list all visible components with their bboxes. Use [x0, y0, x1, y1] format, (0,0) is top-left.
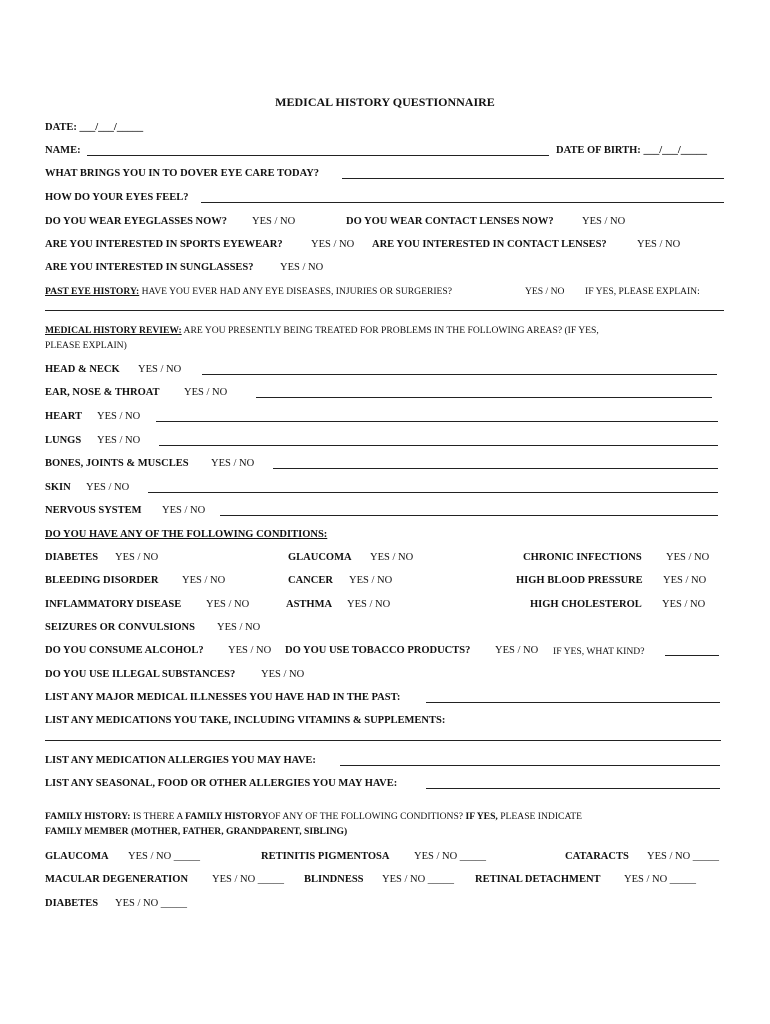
contacts-interest-yes-no[interactable]: YES / NO	[637, 239, 681, 250]
medical-review-question-cont: PLEASE EXPLAIN)	[45, 340, 127, 351]
illnesses-field[interactable]	[426, 702, 720, 703]
reason-label: WHAT BRINGS YOU IN TO DOVER EYE CARE TODAY?	[45, 168, 320, 179]
sports-eyewear-label: ARE YOU INTERESTED IN SPORTS EYEWEAR?	[45, 239, 283, 250]
medications-label: LIST ANY MEDICATIONS YOU TAKE, INCLUDING VITAMINS & SUPPLEMENTS:	[45, 715, 446, 726]
medical-review-row	[45, 324, 599, 338]
review-area-yes-no[interactable]: YES / NO	[86, 482, 130, 493]
sunglasses-label: ARE YOU INTERESTED IN SUNGLASSES?	[45, 262, 254, 273]
alcohol-yes-no[interactable]: YES / NO	[228, 645, 272, 656]
review-area-explain-field[interactable]	[273, 468, 718, 469]
eyeglasses-yes-no[interactable]: YES / NO	[252, 216, 296, 227]
dob-field[interactable]: ___/___/_____	[643, 145, 708, 156]
review-area-label: SKIN	[45, 482, 71, 493]
tobacco-yes-no[interactable]: YES / NO	[495, 645, 539, 656]
past-eye-history-question: HAVE YOU EVER HAD ANY EYE DISEASES, INJURIES OR SURGERIES?	[141, 286, 453, 297]
family-condition-label: MACULAR DEGENERATION	[45, 874, 189, 885]
illnesses-label: LIST ANY MAJOR MEDICAL ILLNESSES YOU HAVE HAD IN THE PAST:	[45, 692, 401, 703]
family-history-row	[45, 810, 582, 824]
conditions-heading: DO YOU HAVE ANY OF THE FOLLOWING CONDITIONS:	[45, 529, 328, 540]
contacts-now-yes-no[interactable]: YES / NO	[582, 216, 626, 227]
tobacco-kind-label: IF YES, WHAT KIND?	[553, 646, 645, 657]
name-field[interactable]	[87, 155, 549, 156]
family-condition-label: RETINITIS PIGMENTOSA	[261, 851, 390, 862]
family-condition-answer[interactable]: YES / NO _____	[382, 874, 455, 885]
contacts-now-label: DO YOU WEAR CONTACT LENSES NOW?	[346, 216, 554, 227]
condition-yes-no[interactable]: YES / NO	[115, 552, 159, 563]
family-condition-answer[interactable]: YES / NO _____	[647, 851, 720, 862]
family-condition-answer[interactable]: YES / NO _____	[212, 874, 285, 885]
reason-field[interactable]	[342, 178, 724, 179]
family-history-emphasis: FAMILY HISTORY	[185, 811, 269, 822]
review-area-explain-field[interactable]	[156, 421, 718, 422]
other-allergies-label: LIST ANY SEASONAL, FOOD OR OTHER ALLERGIES YOU MAY HAVE:	[45, 778, 398, 789]
review-area-explain-field[interactable]	[159, 445, 718, 446]
review-area-yes-no[interactable]: YES / NO	[211, 458, 255, 469]
date-field[interactable]: ___/___/_____	[79, 122, 144, 133]
medical-review-label: MEDICAL HISTORY REVIEW:	[45, 325, 182, 336]
family-history-label: FAMILY HISTORY:	[45, 811, 131, 822]
page-title: MEDICAL HISTORY QUESTIONNAIRE	[275, 95, 495, 109]
eyeglasses-label: DO YOU WEAR EYEGLASSES NOW?	[45, 216, 228, 227]
family-condition-label: RETINAL DETACHMENT	[475, 874, 601, 885]
family-condition-answer[interactable]: YES / NO _____	[624, 874, 697, 885]
condition-yes-no[interactable]: YES / NO	[663, 575, 707, 586]
family-if-yes: IF YES,	[465, 811, 498, 822]
condition-yes-no[interactable]: YES / NO	[662, 599, 706, 610]
condition-label: HIGH BLOOD PRESSURE	[516, 575, 643, 586]
family-condition-answer[interactable]: YES / NO _____	[414, 851, 487, 862]
past-eye-history-label: PAST EYE HISTORY:	[45, 286, 140, 297]
review-area-label: HEAD & NECK	[45, 364, 120, 375]
family-condition-label: BLINDNESS	[304, 874, 364, 885]
past-eye-yes-no[interactable]: YES / NO	[525, 286, 565, 297]
review-area-label: EAR, NOSE & THROAT	[45, 387, 160, 398]
tobacco-label: DO YOU USE TOBACCO PRODUCTS?	[285, 645, 471, 656]
family-condition-answer[interactable]: YES / NO _____	[128, 851, 201, 862]
medical-review-question: ARE YOU PRESENTLY BEING TREATED FOR PROBLEMS IN THE FOLLOWING AREAS? (IF YES,	[183, 325, 599, 336]
name-label: NAME:	[45, 145, 81, 156]
condition-label: CANCER	[288, 575, 333, 586]
condition-label: ASTHMA	[286, 599, 333, 610]
review-area-explain-field[interactable]	[148, 492, 718, 493]
family-member-line: FAMILY MEMBER (MOTHER, FATHER, GRANDPARENT, SIBLING)	[45, 826, 348, 837]
past-eye-explain-field[interactable]	[45, 310, 724, 311]
past-eye-explain-label: IF YES, PLEASE EXPLAIN:	[585, 286, 700, 297]
date-label: DATE:	[45, 122, 77, 133]
review-area-yes-no[interactable]: YES / NO	[97, 435, 141, 446]
review-area-label: HEART	[45, 411, 82, 422]
review-area-label: LUNGS	[45, 435, 82, 446]
illegal-substances-label: DO YOU USE ILLEGAL SUBSTANCES?	[45, 669, 236, 680]
contacts-interest-label: ARE YOU INTERESTED IN CONTACT LENSES?	[372, 239, 607, 250]
past-eye-history-row	[45, 285, 452, 299]
family-condition-answer[interactable]: YES / NO _____	[115, 898, 188, 909]
review-area-label: NERVOUS SYSTEM	[45, 505, 142, 516]
seizures-label: SEIZURES OR CONVULSIONS	[45, 622, 195, 633]
eyes-feel-field[interactable]	[201, 202, 724, 203]
eyes-feel-label: HOW DO YOUR EYES FEEL?	[45, 192, 189, 203]
sports-eyewear-yes-no[interactable]: YES / NO	[311, 239, 355, 250]
condition-label: DIABETES	[45, 552, 99, 563]
condition-yes-no[interactable]: YES / NO	[370, 552, 414, 563]
date-row	[45, 121, 143, 135]
condition-label: HIGH CHOLESTEROL	[530, 599, 642, 610]
review-area-explain-field[interactable]	[202, 374, 717, 375]
condition-yes-no[interactable]: YES / NO	[349, 575, 393, 586]
review-area-yes-no[interactable]: YES / NO	[138, 364, 182, 375]
review-area-explain-field[interactable]	[256, 397, 712, 398]
dob-row	[556, 144, 707, 158]
illegal-substances-yes-no[interactable]: YES / NO	[261, 669, 305, 680]
condition-label: CHRONIC INFECTIONS	[523, 552, 642, 563]
other-allergies-field[interactable]	[426, 788, 720, 789]
review-area-label: BONES, JOINTS & MUSCLES	[45, 458, 189, 469]
dob-label: DATE OF BIRTH:	[556, 145, 641, 156]
condition-label: GLAUCOMA	[288, 552, 352, 563]
family-history-text-cont: OF ANY OF THE FOLLOWING CONDITIONS?	[268, 811, 464, 822]
condition-yes-no[interactable]: YES / NO	[206, 599, 250, 610]
condition-yes-no[interactable]: YES / NO	[666, 552, 710, 563]
review-area-explain-field[interactable]	[220, 515, 718, 516]
condition-label: BLEEDING DISORDER	[45, 575, 159, 586]
seizures-yes-no[interactable]: YES / NO	[217, 622, 261, 633]
condition-yes-no[interactable]: YES / NO	[347, 599, 391, 610]
family-condition-label: GLAUCOMA	[45, 851, 109, 862]
medications-field[interactable]	[45, 740, 721, 741]
review-area-yes-no[interactable]: YES / NO	[162, 505, 206, 516]
tobacco-kind-field[interactable]	[665, 655, 719, 656]
family-condition-label: DIABETES	[45, 898, 99, 909]
medication-allergies-field[interactable]	[340, 765, 720, 766]
family-condition-label: CATARACTS	[565, 851, 629, 862]
review-area-yes-no[interactable]: YES / NO	[184, 387, 228, 398]
family-history-indicate: PLEASE INDICATE	[500, 811, 583, 822]
family-history-text: IS THERE A	[132, 811, 183, 822]
medication-allergies-label: LIST ANY MEDICATION ALLERGIES YOU MAY HAVE:	[45, 755, 316, 766]
condition-yes-no[interactable]: YES / NO	[182, 575, 226, 586]
alcohol-label: DO YOU CONSUME ALCOHOL?	[45, 645, 204, 656]
review-area-yes-no[interactable]: YES / NO	[97, 411, 141, 422]
sunglasses-yes-no[interactable]: YES / NO	[280, 262, 324, 273]
condition-label: INFLAMMATORY DISEASE	[45, 599, 182, 610]
